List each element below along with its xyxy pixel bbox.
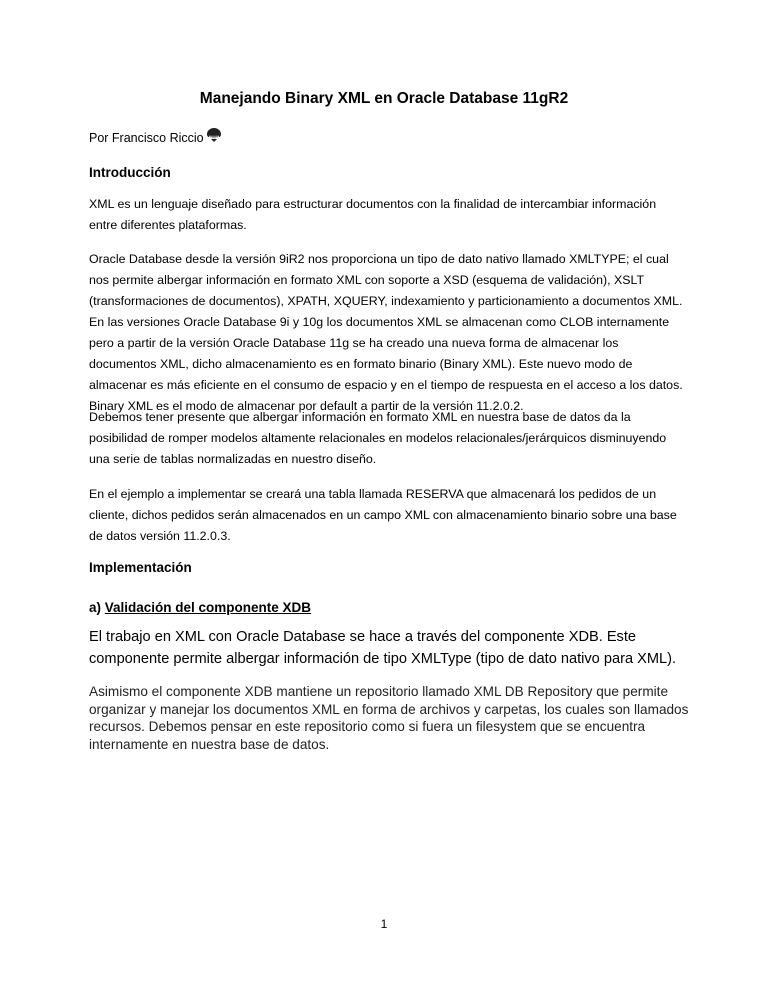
heading-introduccion: Introducción xyxy=(89,165,171,180)
paragraph-6: Asimismo el componente XDB mantiene un repositorio llamado XML DB Repository que permite organizar y manejar los documentos XML en forma de archivos y carpetas, los cuales son llamados recursos. Debemos pensar en este repositorio como si fuera un filesystem que se encuentra internamente en nuestra base de datos. xyxy=(89,684,689,752)
paragraph-2: Oracle Database desde la versión 9iR2 nos proporciona un tipo de dato nativo llamado XMLTYPE; el cual nos permite albergar información en formato XML con soporte a XSD (esquema de validación), XSLT (transformaciones de documentos), XPATH, XQUERY, indexamiento y particionamiento a documentos XML. En las versiones Oracle Database 9i y 10g los documentos XML se almacenan como CLOB internamente pero a partir de la versión Oracle Database 11g se ha creado una nueva forma de almacenar los documentos XML, dicho almacenamiento es en formato binario (Binary XML). Este nuevo modo de almacenar es más eficiente en el consumo de espacio y en el tiempo de respuesta en el acceso a los datos. Binary XML es el modo de almacenar por default a partir de la versión 11.2.0.2. xyxy=(89,252,683,413)
paragraph-3: Debemos tener presente que albergar información en formato XML en nuestra base de datos da la posibilidad de romper modelos altamente relacionales en modelos relacionales/jerárquicos disminuyendo una serie de tablas normalizadas en nuestro diseño. xyxy=(89,410,667,466)
document-title: Manejando Binary XML en Oracle Database 11gR2 xyxy=(199,90,569,107)
paragraph-1: XML es un lenguaje diseñado para estructurar documentos con la finalidad de intercambiar información entre diferentes plataformas. xyxy=(89,197,657,232)
paragraph-4: En el ejemplo a implementar se creará una tabla llamada RESERVA que almacenará los pedidos de un cliente, dichos pedidos serán almacenados en un campo XML con almacenamiento binario sobre una base de datos versión 11.2.0.3. xyxy=(89,487,677,543)
subheading-prefix: a) xyxy=(89,600,105,615)
heading-implementacion: Implementación xyxy=(89,560,192,575)
subheading-title: Validación del componente XDB xyxy=(104,600,312,615)
page-number: 1 xyxy=(380,917,388,931)
subheading-xdb xyxy=(89,600,311,615)
author-line xyxy=(89,131,223,145)
paragraph-5: El trabajo en XML con Oracle Database se hace a través del componente XDB. Este componente permite albergar información de tipo XMLType (tipo de dato nativo para XML). xyxy=(89,629,677,667)
author-logo-icon xyxy=(205,127,223,143)
author-name: Por Francisco Riccio xyxy=(89,131,204,145)
